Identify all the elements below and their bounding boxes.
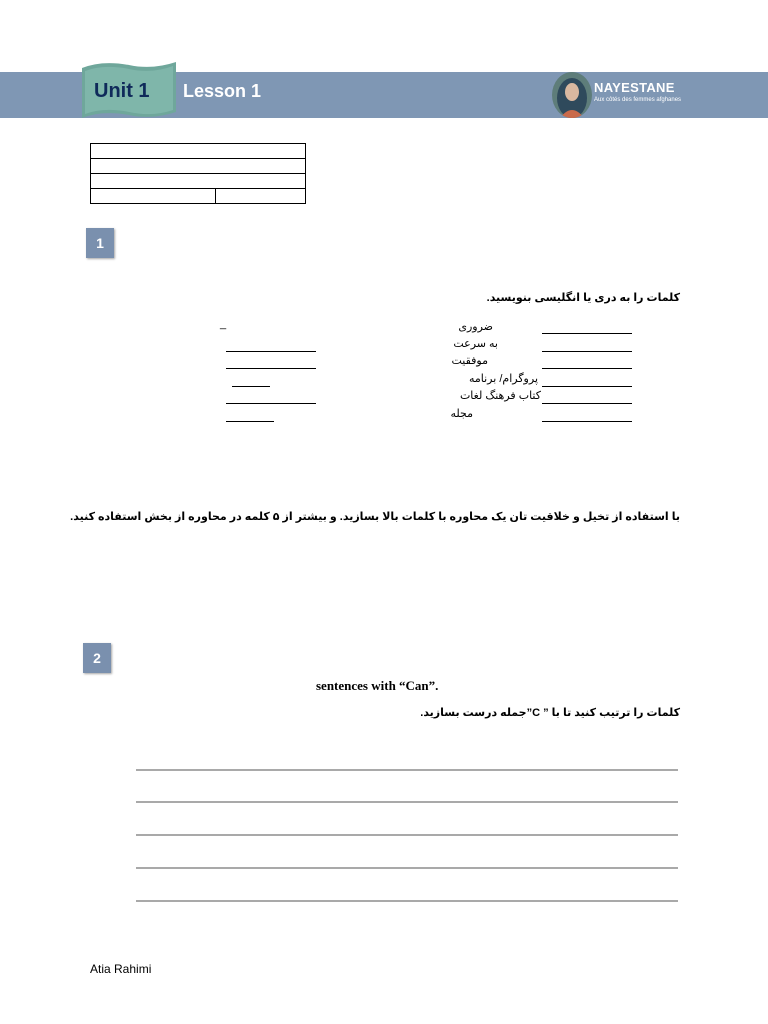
writing-line[interactable] (136, 834, 678, 836)
answer-blank[interactable] (226, 421, 274, 422)
left-marker: _ (220, 318, 227, 330)
answer-blank[interactable] (542, 421, 632, 422)
dialogue-instruction: با استفاده از تخیل و خلاقیت تان یک محاوره با کلمات بالا بسازید. و بیشتر از ۵ کلمه در محاوره از بخش استفاده کنید. (70, 511, 680, 523)
writing-line[interactable] (136, 801, 678, 803)
logo-woman-icon (552, 72, 592, 118)
info-cell[interactable] (91, 144, 306, 159)
section-1-instruction: کلمات را به دری یا انگلیسی بنویسید. (486, 292, 680, 304)
answer-blank[interactable] (542, 351, 632, 352)
info-cell[interactable] (91, 189, 216, 204)
section-2-instruction-fa: کلمات را ترتیب کنید تا با ” C”جمله درست بسازید. (420, 707, 680, 719)
word-item: پروگرام/ برنامه (468, 373, 538, 385)
word-item: موفقیت (451, 355, 488, 367)
info-cell[interactable] (216, 189, 306, 204)
logo-name: NAYESTANE (594, 80, 675, 95)
word-item: مجله (450, 408, 473, 420)
word-item: به سرعت (453, 338, 498, 350)
section-1-badge: 1 (86, 228, 114, 258)
section-2-instruction-en: sentences with “Can”. (316, 678, 439, 693)
answer-blank[interactable] (226, 368, 316, 369)
writing-line[interactable] (136, 900, 678, 902)
answer-blank[interactable] (232, 386, 270, 387)
writing-line[interactable] (136, 769, 678, 771)
footer-author: Atia Rahimi (90, 962, 152, 976)
answer-blank[interactable] (542, 386, 632, 387)
answer-blank[interactable] (542, 333, 632, 334)
unit-label: Unit 1 (94, 80, 150, 102)
lesson-label: Lesson 1 (183, 81, 262, 101)
word-item: ضروری (458, 321, 493, 333)
answer-blank[interactable] (542, 368, 632, 369)
info-cell[interactable] (91, 174, 306, 189)
answer-blank[interactable] (542, 403, 632, 404)
word-item: کتاب فرهنگ لغات (459, 390, 541, 402)
logo-tagline: Aux côtés des femmes afghanes (594, 97, 682, 103)
answer-blank[interactable] (226, 403, 316, 404)
writing-line[interactable] (136, 867, 678, 869)
student-info-table (90, 143, 306, 204)
section-2-badge: 2 (83, 643, 111, 673)
info-cell[interactable] (91, 159, 306, 174)
answer-blank[interactable] (226, 351, 316, 352)
